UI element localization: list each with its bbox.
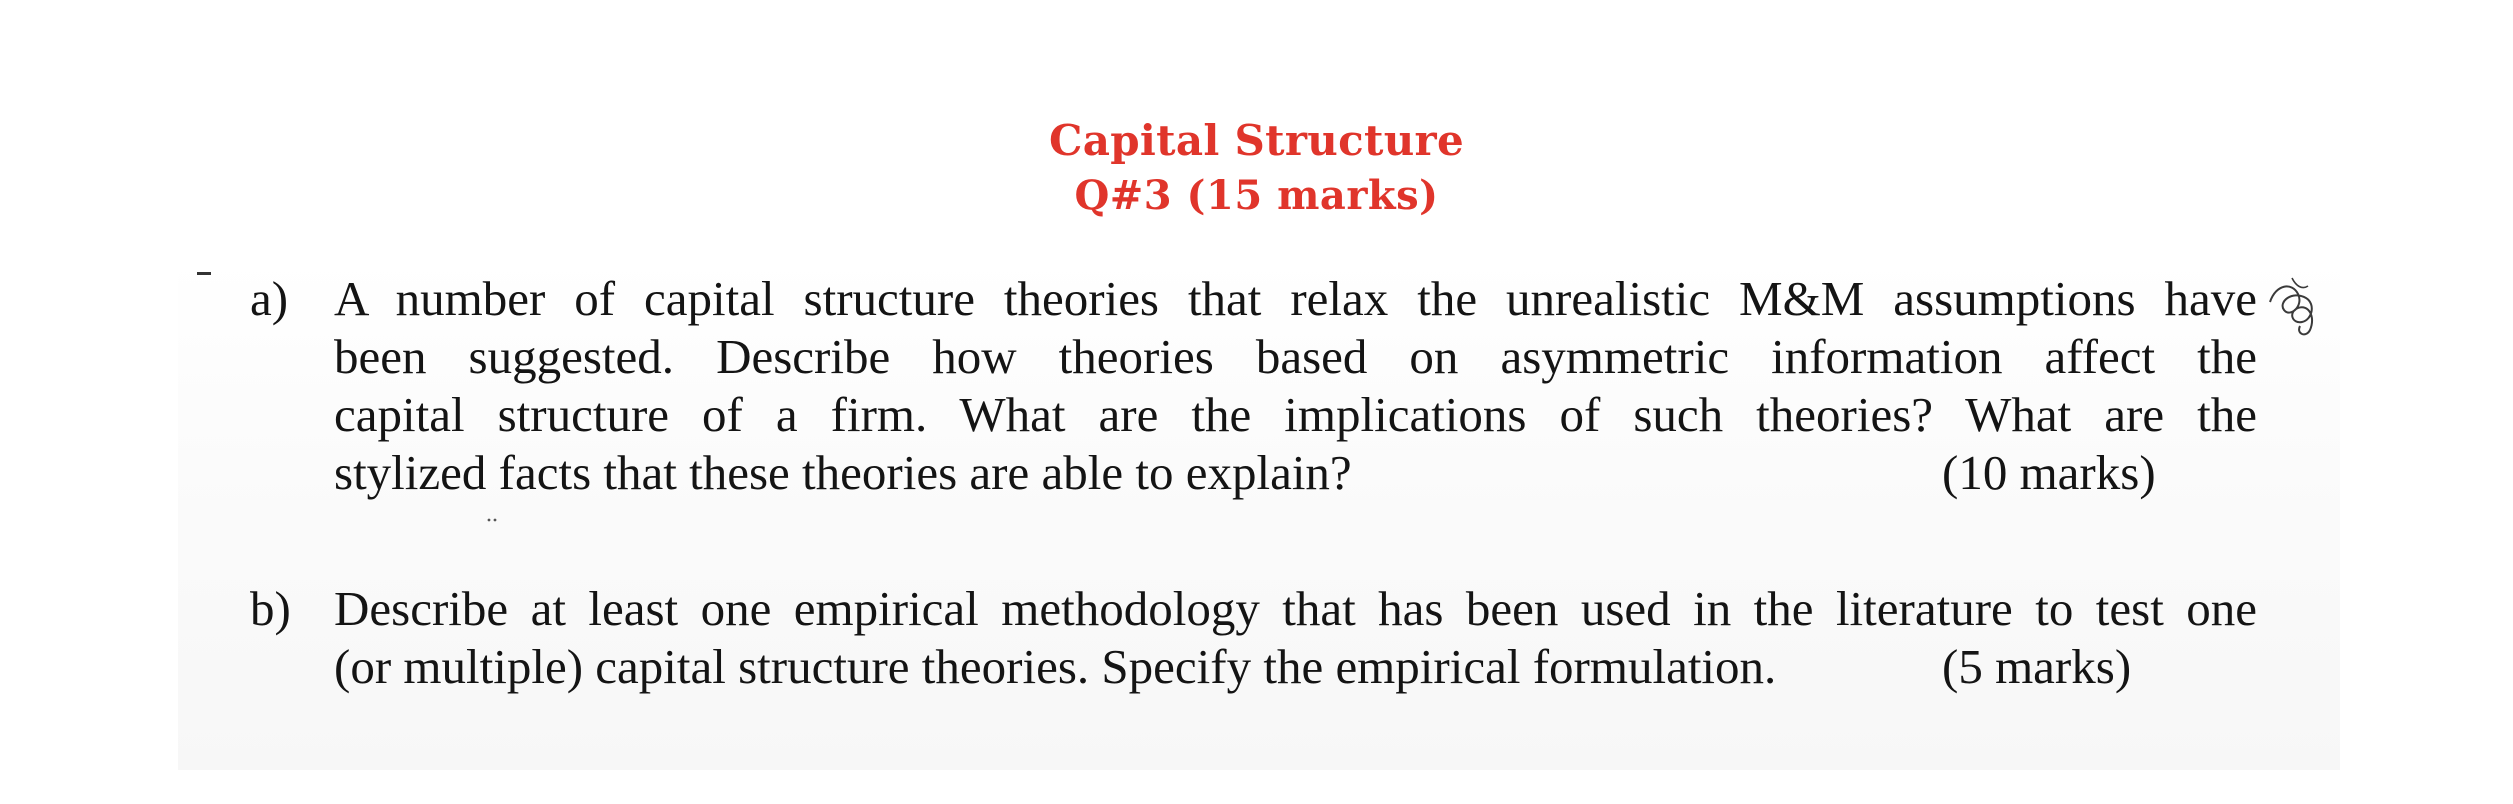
question-b-text bbox=[334, 580, 2257, 696]
question-a-line-4-row bbox=[334, 444, 2257, 502]
question-a-line-3: capital structure of a firm. What are the implications of such theories? What are the bbox=[334, 387, 2257, 442]
question-b-line-1: Describe at least one empirical methodology that has been used in the literature to test one bbox=[334, 581, 2257, 636]
question-a-label: a) bbox=[250, 271, 289, 326]
question-a-line-4: stylized facts that these theories are able to explain? bbox=[334, 445, 1352, 500]
question-a-line-2: been suggested. Describe how theories based on asymmetric information affect the bbox=[334, 329, 2257, 384]
page-title: Capital Structure bbox=[1048, 116, 1464, 165]
question-a-marks: (10 marks) bbox=[1942, 445, 2156, 500]
question-b-marks: (5 marks) bbox=[1942, 639, 2132, 694]
question-heading: Q#3 (15 marks) bbox=[1074, 172, 1439, 219]
question-b-label: b) bbox=[250, 581, 291, 636]
question-b-line-2: (or multiple) capital structure theories. Specify the empirical formulation. bbox=[334, 639, 1777, 694]
question-b-line-2-row bbox=[334, 638, 2257, 696]
question-a-text bbox=[334, 270, 2257, 502]
margin-dash-mark bbox=[197, 272, 211, 275]
stray-mark-icon bbox=[486, 518, 502, 522]
handwritten-scribble-icon bbox=[2262, 272, 2322, 344]
question-a-line-1: A number of capital structure theories that relax the unrealistic M&M assumptions have bbox=[334, 271, 2257, 326]
